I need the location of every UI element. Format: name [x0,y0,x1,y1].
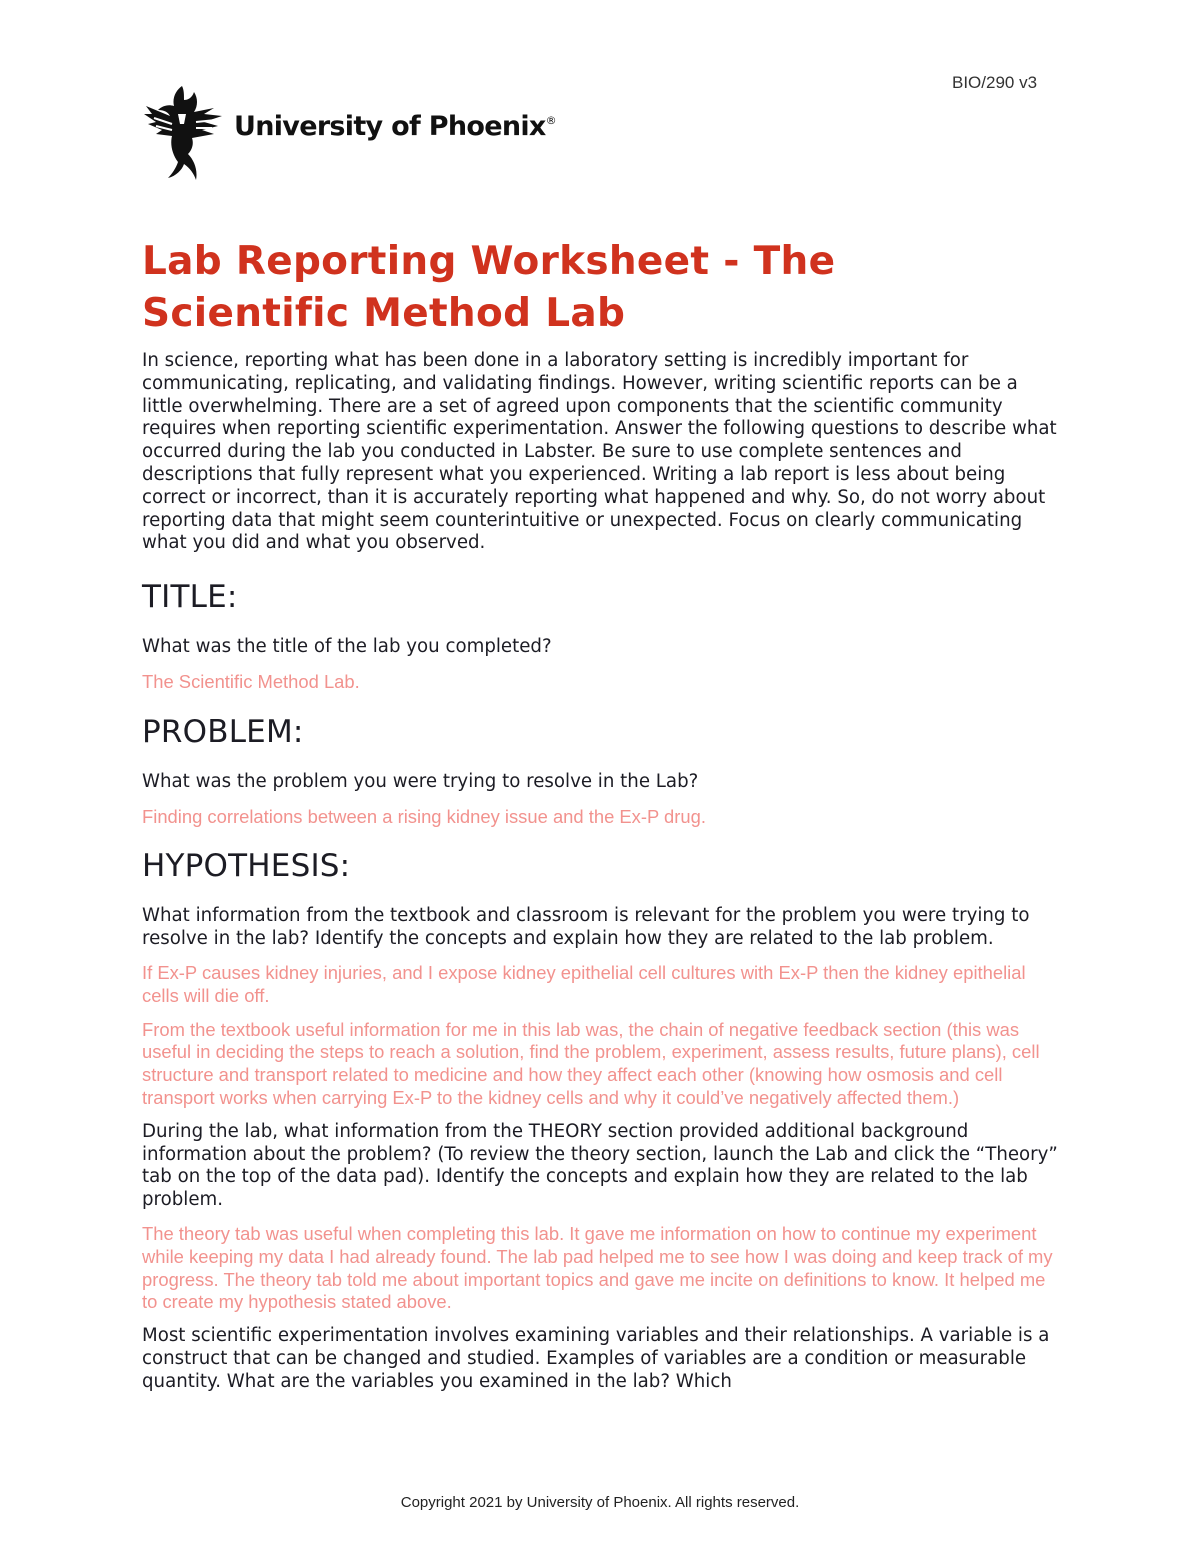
document-title [142,236,1062,340]
answer-problem: Finding correlations between a rising kidney issue and the Ex-P drug. [142,805,706,827]
logo-wordmark: University of Phoenix® [234,111,556,142]
question-hypothesis-2: During the lab, what information from the THEORY section provided additional background information about the problem? (To review the theory section, launch the Lab and click the “Theory” tab on the top of the data pad). Identify the concepts and explain how they are related to the lab problem. [142,1120,1058,1211]
answer-hypothesis-2: The theory tab was useful when completing this lab. It gave me information on how to continue my experiment while keeping my data I had already found. The lab pad helped me to see how I was doing and keep track of my progress. The theory tab told me about important topics and gave me incite on definitions to know. It helped me to create my hypothesis stated above. [142,1222,1053,1313]
document-body [142,236,1062,1394]
question-hypothesis-3: Most scientific experimentation involves examining variables and their relationships. A variable is a construct that can be changed and studied. Examples of variables are a condition or measurable quantity. What are the variables you examined in the lab? Which [142,1325,1050,1392]
section-heading-title: TITLE: [142,579,238,616]
course-code: BIO/290 v3 [952,73,1038,92]
answer-hypothesis-1a: If Ex-P causes kidney injuries, and I expose kidney epithelial cell cultures with Ex-P then the kidney epithelial cells will die off. [142,961,1026,1006]
section-heading-hypothesis: HYPOTHESIS: [142,848,351,885]
phoenix-bird-icon [142,84,226,180]
question-hypothesis-1: What information from the textbook and classroom is relevant for the problem you were trying to resolve in the lab? Identify the concepts and explain how they are related to the lab problem. [142,905,1030,950]
university-logo [142,84,572,180]
question-title: What was the title of the lab you completed? [142,636,552,658]
answer-hypothesis-1b: From the textbook useful information for me in this lab was, the chain of negative feedback section (this was useful in deciding the steps to reach a solution, find the problem, experiment, assess results, future plans), cell structure and transport related to medicine and how they affect each other (knowing how osmosis and cell transport works when carrying Ex-P to the kidney cells and why it could’ve negatively affected them.) [142,1018,1040,1108]
answer-title: The Scientific Method Lab. [142,670,360,692]
title-line-2: Scientific Method Lab [142,291,626,336]
section-heading-problem: PROBLEM: [142,713,304,750]
copyright-footer: Copyright 2021 by University of Phoenix. All rights reserved. [400,1494,800,1511]
title-line-1: Lab Reporting Worksheet - The [142,239,836,284]
intro-paragraph: In science, reporting what has been done in a laboratory setting is incredibly important for communicating, replicating, and validating findings. However, writing scientific reports can be a little overwhelming. There are a set of agreed upon components that the scientific community requires when reporting scientific experimentation. Answer the following questions to describe what occurred during the lab you conducted in Labster. Be sure to use complete sentences and descriptions that fully represent what you experienced. Writing a lab report is less about being correct or incorrect, than it is accurately reporting what happened and why. So, do not worry about reporting data that might seem counterintuitive or unexpected. Focus on clearly communicating what you did and what you observed. [142,350,1057,554]
question-problem: What was the problem you were trying to resolve in the Lab? [142,770,699,792]
